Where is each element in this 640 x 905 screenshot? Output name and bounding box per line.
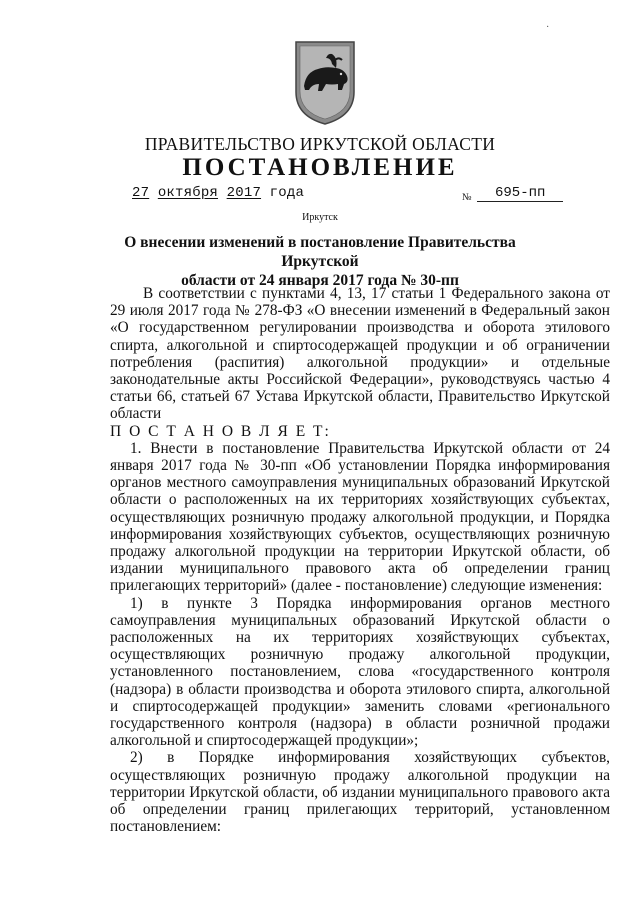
date-suffix: года xyxy=(269,185,305,201)
decree-word: П О С Т А Н О В Л Я Е Т: xyxy=(110,422,331,440)
heading-line-1: О внесении изменений в постановление Правительства Иркутской xyxy=(124,234,516,270)
heading-line-2: области от 24 января 2017 года № 30-пп xyxy=(181,272,459,289)
date-year: 2017 xyxy=(226,185,262,201)
subitem-1-paragraph: 1) в пункте 3 Порядка информирования органов местного самоуправления муниципальных образований Иркутской области о расположенных на их территориях хозяйствующих субъектах, осуществляющих розничную продажу алкогольной продукции, установленного постановлением, слова «государственного контроля (надзора) в области производства и оборота этилового спирта, алкогольной и спиртосодержащей продукции» заменить словами «регионального государственного контроля (надзора) в области розничной продажи алкогольной и спиртосодержащей продукции»; xyxy=(110,594,610,750)
number-sign: № xyxy=(462,192,472,203)
document-body xyxy=(110,285,610,836)
date-month: октября xyxy=(157,185,219,201)
corner-mark: · xyxy=(546,22,550,33)
city-name: Иркутск xyxy=(302,212,338,223)
government-name: ПРАВИТЕЛЬСТВО ИРКУТСКОЙ ОБЛАСТИ xyxy=(144,134,496,154)
intro-paragraph: В соответствии с пунктами 4, 13, 17 статьи 1 Федерального закона от 29 июля 2017 года № 278-ФЗ «О внесении изменений в Федеральный закон «О государственном регулировании производства и оборота этилового спирта, алкогольной и спиртосодержащей продукции и об ограничении потребления (распития) алкогольной продукции» и отдельные законодательные акты Российской Федерации», руководствуясь частью 4 статьи 66, статьей 67 Устава Иркутской области, Правительство Иркутской области xyxy=(110,285,610,423)
coat-of-arms-emblem xyxy=(292,38,358,126)
document-type-title: ПОСТАНОВЛЕНИЕ xyxy=(182,154,458,181)
item-1-paragraph: 1. Внести в постановление Правительства Иркутской области от 24 января 2017 года № 30-пп «Об установлении Порядка информирования органов местного самоуправления муниципальных образований Иркутской области о расположенных на их территориях хозяйствующих субъектах, осуществляющих розничную продажу алкогольной продукции, и Порядка информирования хозяйствующих субъектов, осуществляющих розничную продажу алкогольной продукции на территории Иркутской области, об издании муниципального правового акта об определении границ прилегающих территорий» (далее - постановление) следующие изменения: xyxy=(110,439,610,595)
document-heading xyxy=(108,233,532,290)
date-day: 27 xyxy=(132,185,150,201)
subitem-2-paragraph: 2) в Порядке информирования хозяйствующих субъектов, осуществляющих розничную продажу алкогольной продукции на территории Иркутской области, об издании муниципального правового акта об определении границ прилегающих территорий, установленном постановлением: xyxy=(110,749,610,836)
document-number: 695-пп xyxy=(477,185,563,202)
document-date xyxy=(132,185,304,201)
